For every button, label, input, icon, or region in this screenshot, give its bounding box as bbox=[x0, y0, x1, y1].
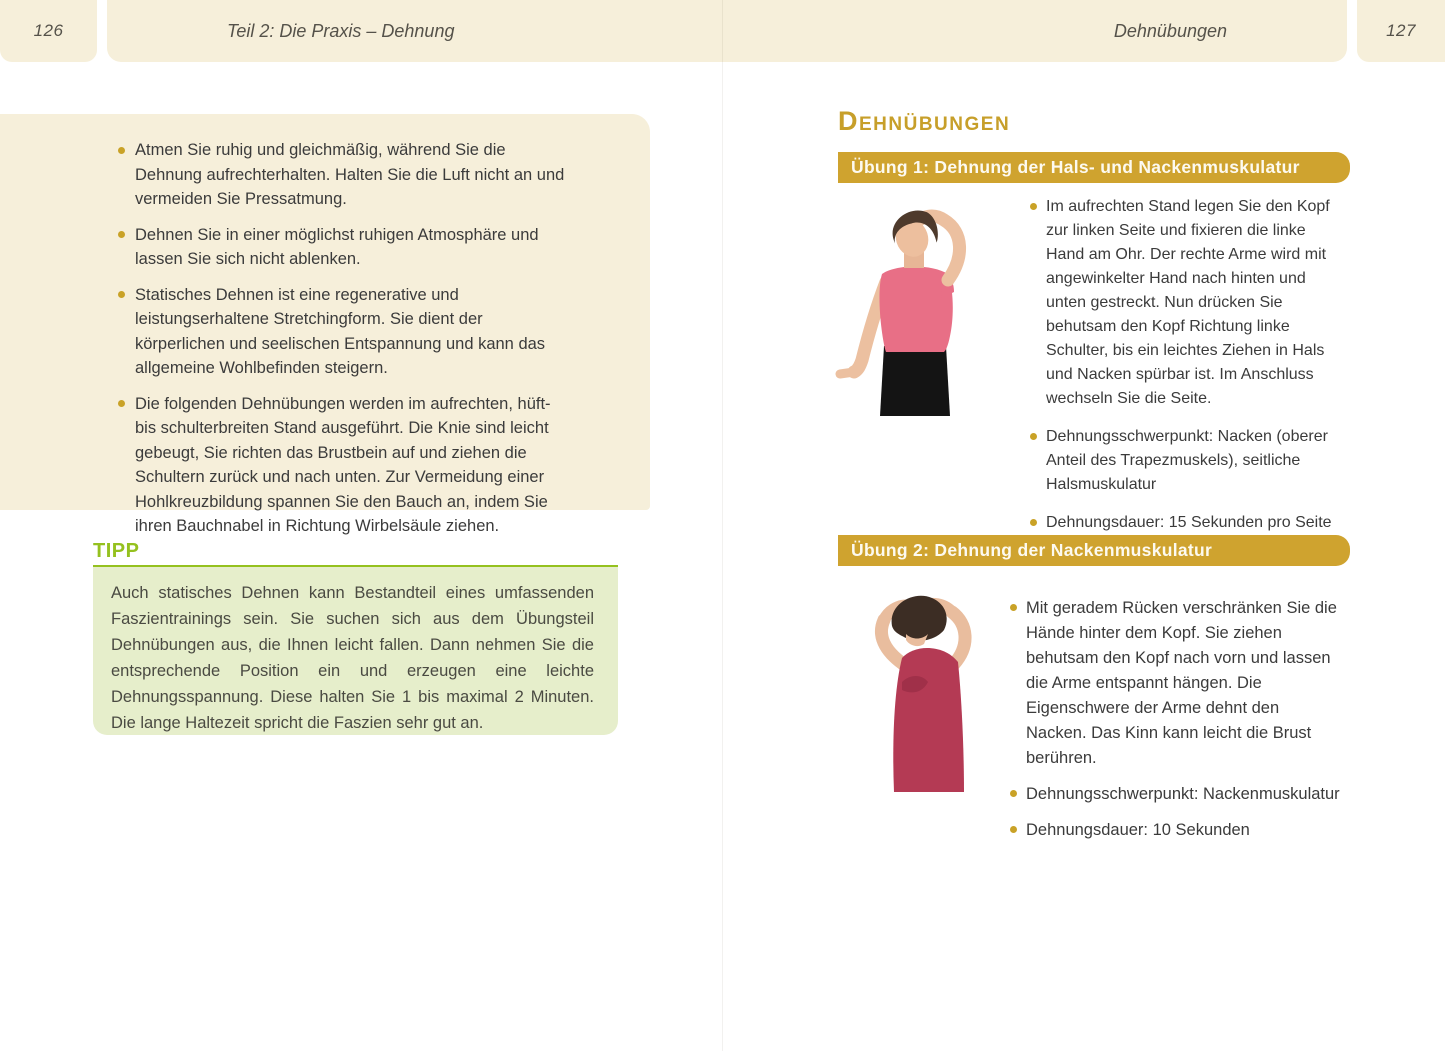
intro-bullet-list bbox=[118, 138, 566, 550]
exercise-2-header: Übung 2: Dehnung der Nackenmuskulatur bbox=[851, 540, 1213, 560]
intro-bullet: Die folgenden Dehnübungen werden im aufrechten, hüft- bis schulterbreiten Stand ausgeführt. Die Knie sind leicht gebeugt, Sie richten das Brustbein auf und ziehen die Schultern zurück und nach unten. Zur Vermeidung einer Hohlkreuzbildung spannen Sie den Bauch an, indem Sie ihren Bauchnabel in Richtung Wirbelsäule ziehen. bbox=[118, 392, 566, 539]
exercise-2-bullet-list bbox=[1010, 596, 1342, 854]
exercise-2-photo bbox=[848, 582, 1002, 792]
page-title: Dehnübungen bbox=[838, 106, 1011, 136]
tip-box bbox=[93, 567, 618, 735]
intro-bullet: Statisches Dehnen ist eine regenerative und leistungserhaltene Stretchingform. Sie dient der körperlichen und seelischen Entspannung und kann das allgemeine Wohlbefinden steigern. bbox=[118, 283, 566, 381]
left-page-number-box bbox=[0, 0, 97, 62]
exercise-1-photo-figure bbox=[824, 190, 1000, 416]
exercise-2-bullet: Dehnungsdauer: 10 Sekunden bbox=[1010, 818, 1342, 843]
exercise-2-bullet: Dehnungsschwerpunkt: Nackenmuskulatur bbox=[1010, 782, 1342, 807]
exercise-1-header-bar bbox=[838, 152, 1350, 183]
left-running-title: Teil 2: Die Praxis – Dehnung bbox=[227, 20, 455, 41]
tip-text: Auch statisches Dehnen kann Bestandteil eines umfassenden Faszientrainings sein. Sie suchen sich aus dem Übungsteil Dehnübungen aus, die Ihnen leicht fallen. Dann nehmen Sie die entsprechende Position ein und erzeugen eine leichte Dehnungsspannung. Diese halten Sie 1 bis maximal 2 Minuten. Die lange Haltezeit spricht die Faszien sehr gut an. bbox=[111, 584, 594, 732]
left-page-number: 126 bbox=[33, 21, 64, 40]
right-page-number-box bbox=[1357, 0, 1445, 62]
right-page-number: 127 bbox=[1386, 21, 1416, 40]
exercise-1-header: Übung 1: Dehnung der Hals- und Nackenmuskulatur bbox=[851, 157, 1300, 177]
exercise-2-photo-figure bbox=[848, 582, 1002, 792]
tip-heading: TIPP bbox=[93, 540, 618, 568]
exercise-2-header-bar bbox=[838, 535, 1350, 566]
exercise-1-bullet: Im aufrechten Stand legen Sie den Kopf zur linken Seite und fixieren die linke Hand am Ohr. Der rechte Arme wird mit angewinkelter Hand nach hinten und unten gestreckt. Nun drücken Sie behutsam den Kopf Richtung linke Schulter, bis ein leichtes Ziehen in Hals und Nacken spürbar ist. Im Anschluss wechseln Sie die Seite. bbox=[1030, 195, 1348, 411]
exercise-1-photo bbox=[824, 190, 1000, 416]
page-gutter-divider bbox=[722, 0, 723, 1051]
right-running-title: Dehnübungen bbox=[1113, 20, 1227, 41]
intro-highlight-box bbox=[0, 114, 650, 535]
exercise-1-bullet-list bbox=[1030, 195, 1348, 549]
exercise-1-bullet: Dehnungsdauer: 15 Sekunden pro Seite bbox=[1030, 511, 1348, 535]
intro-bullet: Dehnen Sie in einer möglichst ruhigen Atmosphäre und lassen Sie sich nicht ablenken. bbox=[118, 223, 566, 272]
running-header-bar bbox=[107, 0, 1347, 62]
exercise-1-bullet: Dehnungsschwerpunkt: Nacken (oberer Anteil des Trapezmuskels), seitliche Halsmuskulatur bbox=[1030, 425, 1348, 497]
exercise-2-bullet: Mit geradem Rücken verschränken Sie die Hände hinter dem Kopf. Sie ziehen behutsam den Kopf nach vorn und lassen die Arme entspannt hängen. Die Eigenschwere der Arme dehnt den Nacken. Das Kinn kann leicht die Brust berühren. bbox=[1010, 596, 1342, 771]
intro-bullet: Atmen Sie ruhig und gleichmäßig, während Sie die Dehnung aufrechterhalten. Halten Sie die Luft nicht an und vermeiden Sie Pressatmung. bbox=[118, 138, 566, 212]
